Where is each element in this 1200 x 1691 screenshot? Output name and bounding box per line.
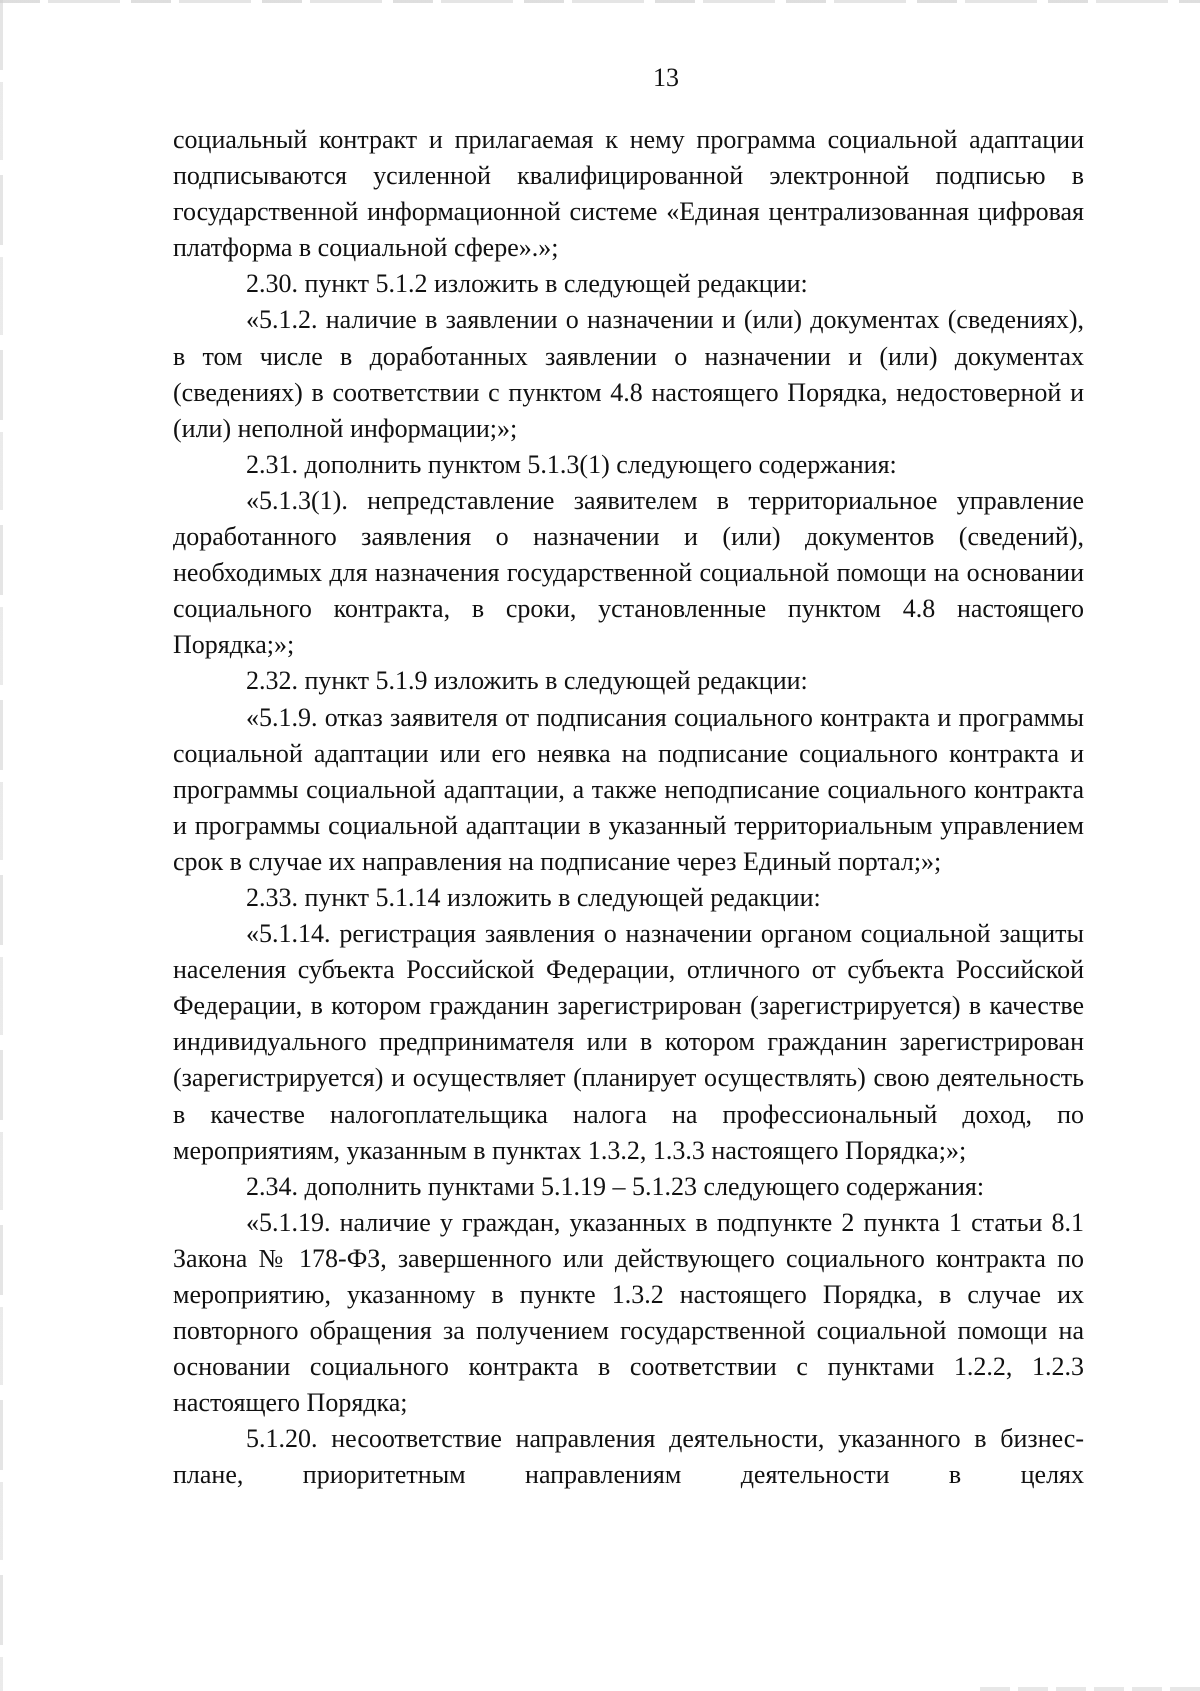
paragraph: «5.1.19. наличие у граждан, указанных в подпункте 2 пункта 1 статьи 8.1 Закона № 178-ФЗ, завершенного или действующего социального контракта по мероприятию, указанному в пункте 1.3.2 настоящего Порядка, в случае их повторного обращения за получением государственной социальной помощи на основании социального контракта в соответствии с пунктами 1.2.2, 1.2.3 настоящего Порядка; xyxy=(173,1207,1084,1418)
paragraph: 2.34. дополнить пунктами 5.1.19 – 5.1.23 следующего содержания: xyxy=(246,1171,985,1201)
scan-edge-left xyxy=(0,0,3,1691)
paragraph: 5.1.20. несоответствие направления деятельности, указанного в бизнес-плане, приоритетным направлениям деятельности в целях xyxy=(173,1424,1084,1490)
paragraph: социальный контракт и прилагаемая к нему программа социальной адаптации подписываются усиленной квалифицированной электронной подписью в государственной информационной системе «Единая централизованная цифровая платформа в социальной сфере».»; xyxy=(173,125,1084,263)
paragraph: «5.1.14. регистрация заявления о назначении органом социальной защиты населения субъекта Российской Федерации, отличного от субъекта Российской Федерации, в котором гражданин зарегистрирован (зарегистрируется) в качестве индивидуального предпринимателя или в котором гражданин зарегистрирован (зарегистрируется) и осуществляет (планирует осуществлять) свою деятельность в качестве налогоплательщика налога на профессиональный доход, по мероприятиям, указанным в пунктах 1.3.2, 1.3.3 настоящего Порядка;»; xyxy=(173,919,1084,1165)
paragraph: «5.1.3(1). непредставление заявителем в территориальное управление доработанного заявления о назначении и (или) документов (сведений), необходимых для назначения государственной социальной помощи на основании социального контракта, в сроки, установленные пунктом 4.8 настоящего Порядка;»; xyxy=(173,485,1084,660)
page-number: 13 xyxy=(653,63,679,92)
paragraph: «5.1.2. наличие в заявлении о назначении и (или) документах (сведениях), в том числе в доработанных заявлении о назначении и (или) документах (сведениях) в соответствии с пунктом 4.8 настоящего Порядка, недостоверной и (или) неполной информации;»; xyxy=(173,305,1084,443)
paragraph: 2.32. пункт 5.1.9 изложить в следующей редакции: xyxy=(246,666,808,696)
paragraph: 2.30. пункт 5.1.2 изложить в следующей редакции: xyxy=(246,269,808,299)
paragraph: 2.31. дополнить пунктом 5.1.3(1) следующего содержания: xyxy=(246,449,897,479)
paragraph: 2.33. пункт 5.1.14 изложить в следующей редакции: xyxy=(246,882,821,912)
scan-edge-top xyxy=(0,0,1200,3)
paragraph: «5.1.9. отказ заявителя от подписания социального контракта и программы социальной адаптации или его неявка на подписание социального контракта и программы социальной адаптации, а также неподписание социального контракта и программы социальной адаптации в указанный территориальным управлением срок в случае их направления на подписание через Единый портал;»; xyxy=(173,702,1084,876)
document-body xyxy=(173,122,1084,1494)
scan-edge-bottom xyxy=(980,1687,1200,1691)
